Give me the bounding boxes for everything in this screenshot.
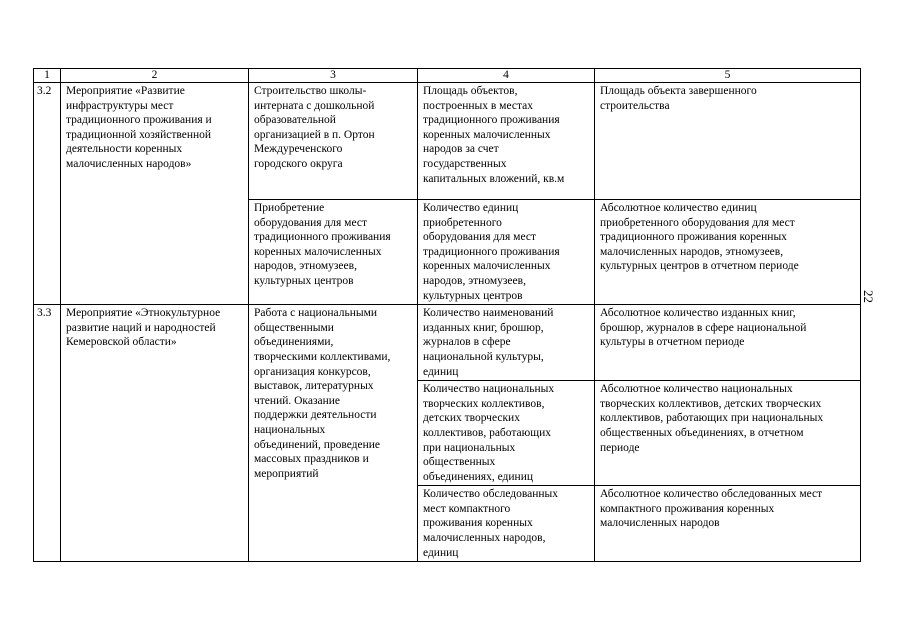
measures-table — [33, 68, 861, 562]
row-number: 3.2 — [34, 83, 61, 305]
method-cell: Абсолютное количество обследованных мест компактного проживания коренных малочисленных народов — [595, 486, 861, 562]
method-cell: Площадь объекта завершенного строительства — [595, 83, 861, 200]
header-col-1: 1 — [34, 69, 61, 83]
method-cell: Абсолютное количество национальных творческих коллективов, детских творческих коллективов, работающих при национальных общественных объединениях, в отчетном периоде — [595, 381, 861, 486]
header-col-5: 5 — [595, 69, 861, 83]
method-cell: Абсолютное количество изданных книг, брошюр, журналов в сфере национальной культуры в отчетном периоде — [595, 305, 861, 381]
header-col-3: 3 — [249, 69, 418, 83]
indicator-cell: Площадь объектов, построенных в местах традиционного проживания коренных малочисленных народов за счет государственных капитальных вложений, кв.м — [418, 83, 595, 200]
indicator-cell: Количество единиц приобретенного оборудования для мест традиционного проживания коренных малочисленных народов, этномузеев, культурных центров — [418, 200, 595, 305]
header-row — [34, 69, 861, 83]
header-col-2: 2 — [61, 69, 249, 83]
action-cell: Приобретение оборудования для мест традиционного проживания коренных малочисленных народов, этномузеев, культурных центров — [249, 200, 418, 305]
row-number: 3.3 — [34, 305, 61, 562]
event-cell: Мероприятие «Развитие инфраструктуры мест традиционного проживания и традиционной хозяйственной деятельности коренных малочисленных народов» — [61, 83, 249, 305]
action-cell: Работа с национальными общественными объединениями, творческими коллективами, организация конкурсов, выставок, литературных чтений. Оказание поддержки деятельности национальных объединений, проведение массовых праздников и мероприятий — [249, 305, 418, 562]
action-cell: Строительство школы- интерната с дошкольной образовательной организацией в п. Ортон Междуреченского городского округа — [249, 83, 418, 200]
indicator-cell: Количество национальных творческих коллективов, детских творческих коллективов, работающих при национальных общественных объединениях, единиц — [418, 381, 595, 486]
event-cell: Мероприятие «Этнокультурное развитие наций и народностей Кемеровской области» — [61, 305, 249, 562]
page-number: 22 — [861, 290, 876, 303]
method-cell: Абсолютное количество единиц приобретенного оборудования для мест традиционного проживания коренных малочисленных народов, этномузеев, культурных центров в отчетном периоде — [595, 200, 861, 305]
indicator-cell: Количество наименований изданных книг, брошюр, журналов в сфере национальной культуры, единиц — [418, 305, 595, 381]
header-col-4: 4 — [418, 69, 595, 83]
table-row — [34, 83, 861, 200]
indicator-cell: Количество обследованных мест компактного проживания коренных малочисленных народов, единиц — [418, 486, 595, 562]
table-row — [34, 305, 861, 381]
